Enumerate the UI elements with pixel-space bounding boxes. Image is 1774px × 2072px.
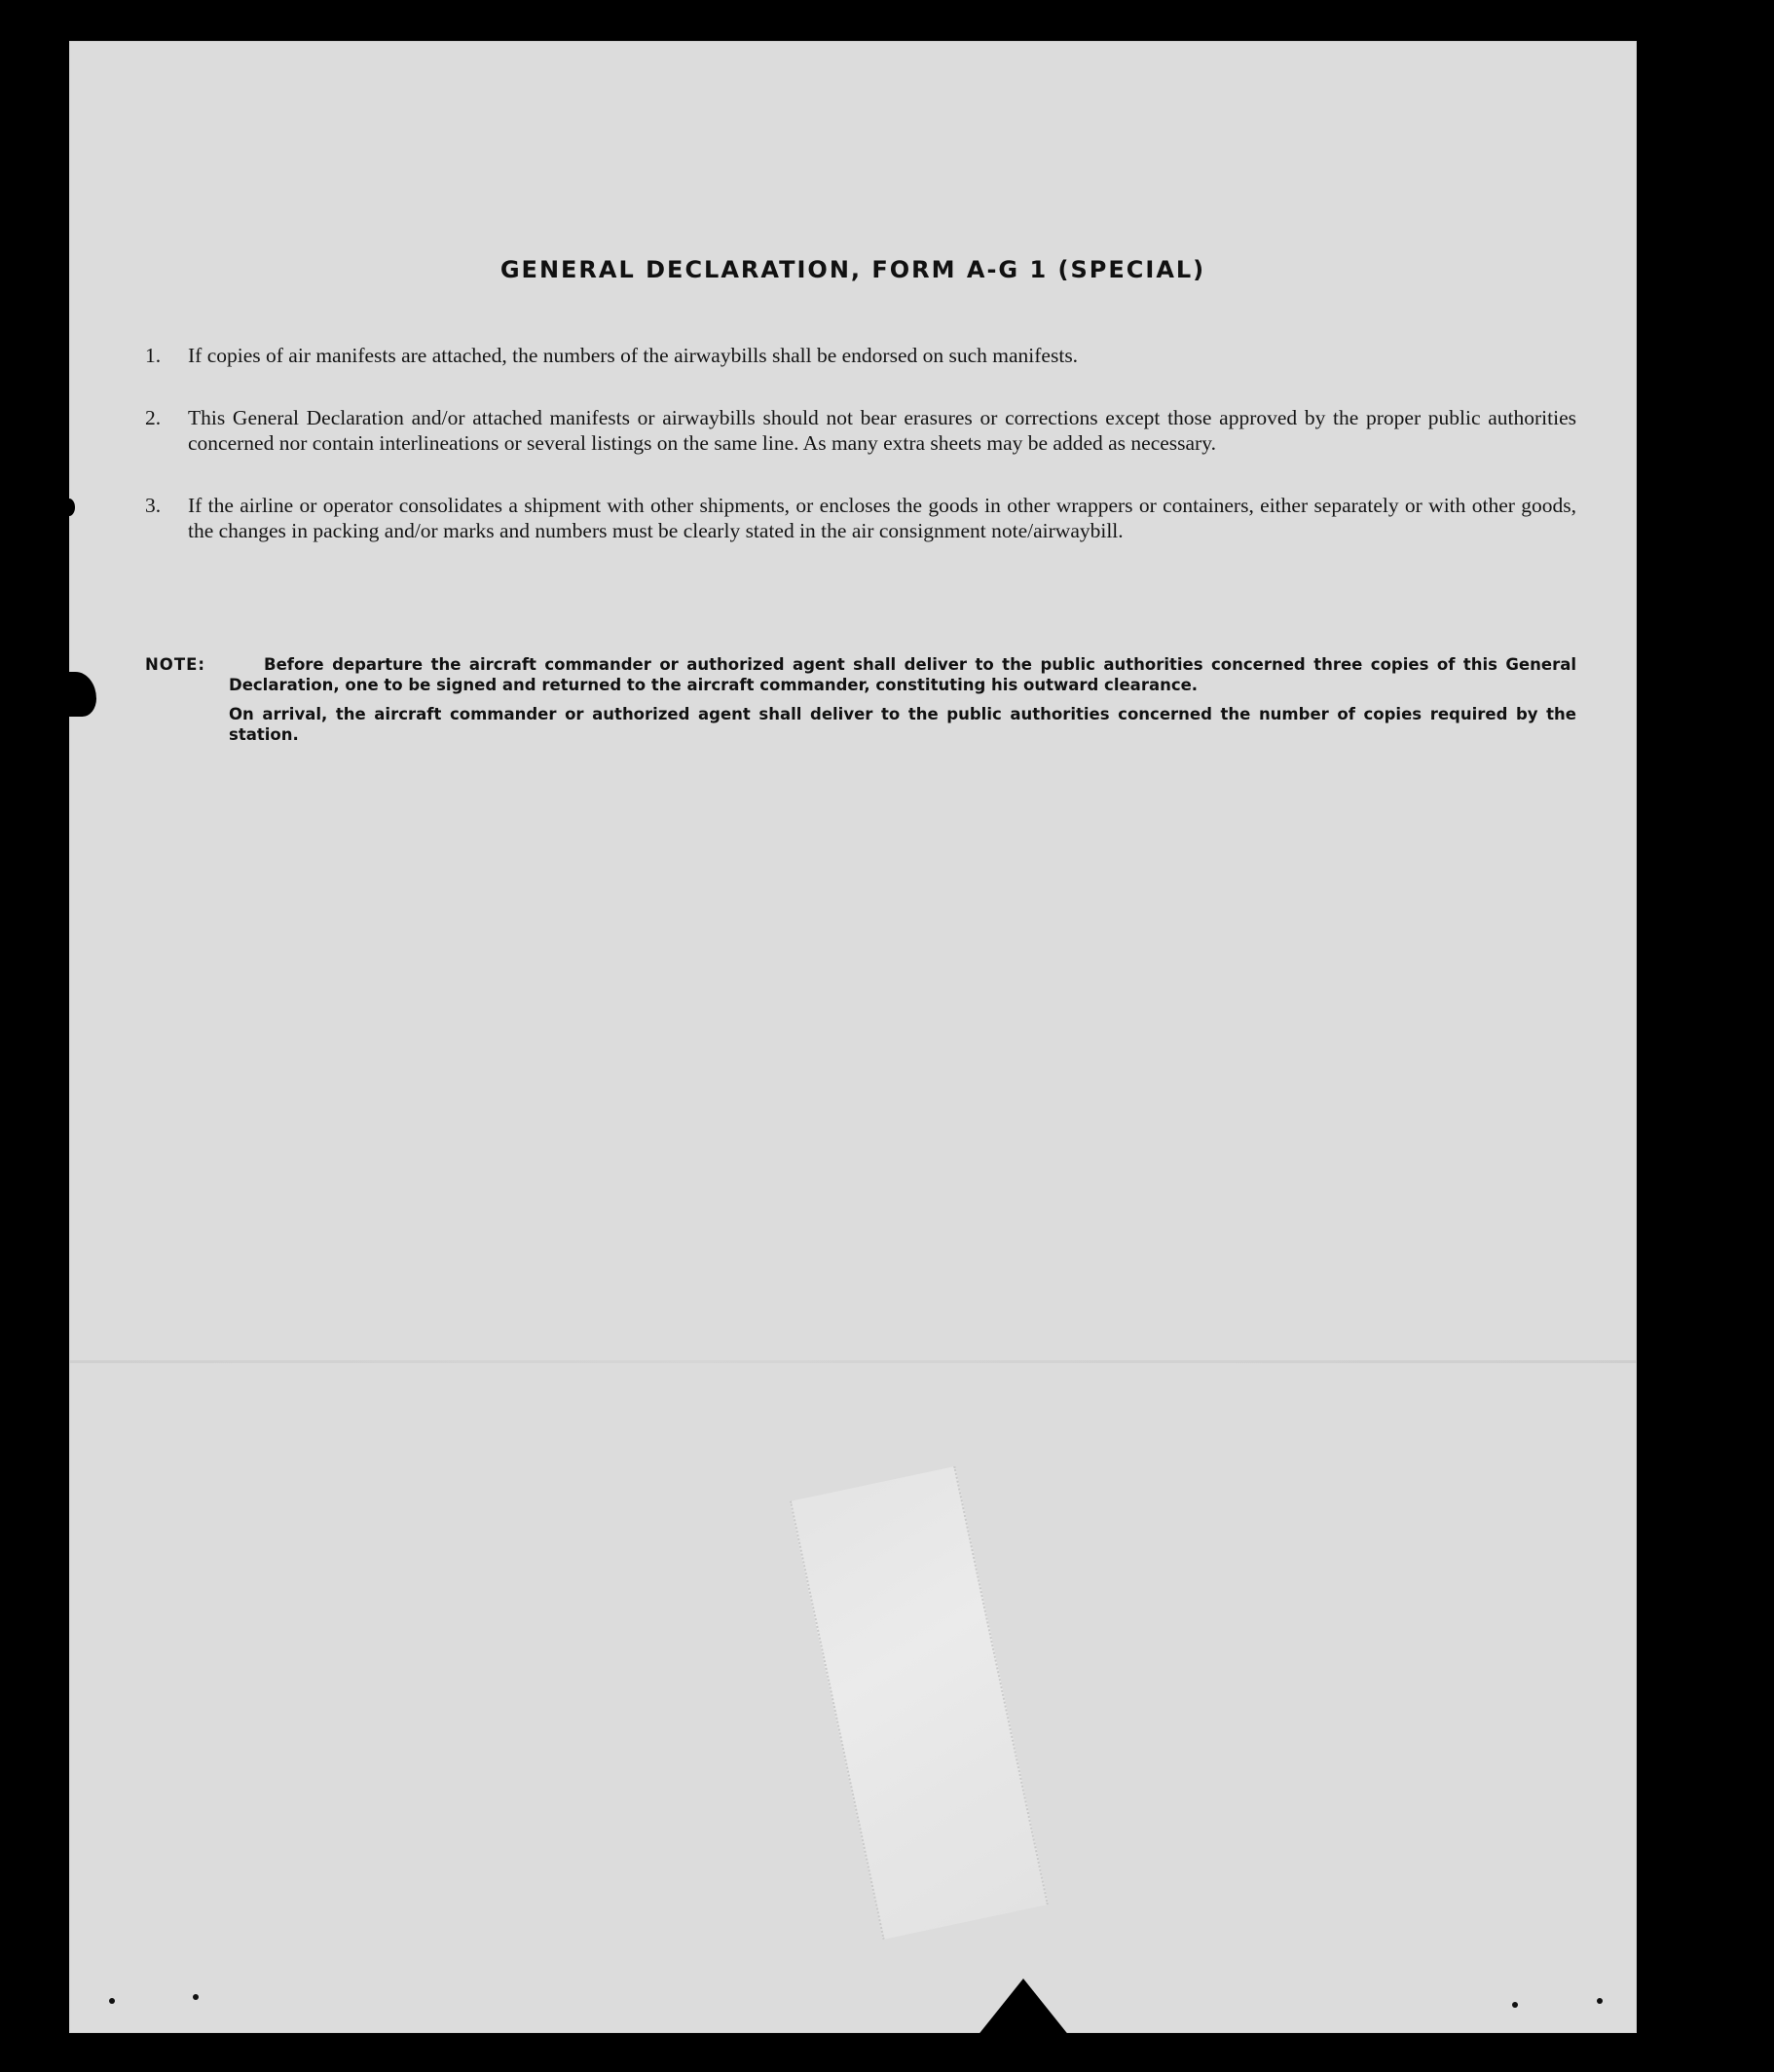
list-item bbox=[145, 343, 1576, 368]
note-label: NOTE: bbox=[145, 655, 205, 674]
edge-nick bbox=[63, 499, 75, 516]
punch-dot bbox=[1597, 1998, 1603, 2004]
punch-dot bbox=[109, 1998, 115, 2004]
torn-edge bbox=[945, 1979, 1101, 2072]
note-body bbox=[229, 654, 1576, 754]
list-item bbox=[145, 493, 1576, 543]
note-row bbox=[145, 654, 1576, 754]
item-text: If the airline or operator consolidates a shipment with other shipments, or encloses the goods in other wrappers or containers, either separately or with other goods, the changes in packing and/or marks and numbers must be clearly stated in the air consignment note/airwaybill. bbox=[188, 494, 1576, 542]
item-text: This General Declaration and/or attached manifests or airwaybills should not bear erasures or corrections except those approved by the proper public authorities concerned nor contain interlineations or several listings on the same line. As many extra sheets may be added as necessary. bbox=[188, 406, 1576, 455]
edge-damage bbox=[61, 672, 96, 717]
document-page bbox=[69, 41, 1637, 2033]
item-number: 2. bbox=[145, 406, 162, 429]
document-title: GENERAL DECLARATION, FORM A-G 1 (SPECIAL) bbox=[499, 256, 1206, 283]
fold-line bbox=[69, 1360, 1637, 1363]
note-section bbox=[145, 654, 1576, 754]
tape-strip bbox=[790, 1466, 1049, 1940]
instruction-list bbox=[145, 343, 1576, 580]
list-item bbox=[145, 405, 1576, 456]
item-text: If copies of air manifests are attached, the numbers of the airwaybills shall be endorsed on such manifests. bbox=[188, 344, 1079, 367]
item-number: 1. bbox=[145, 344, 162, 367]
note-paragraph-arrival: On arrival, the aircraft commander or authorized agent shall deliver to the public authorities concerned the number of copies required by the station. bbox=[229, 705, 1576, 744]
item-number: 3. bbox=[145, 494, 162, 517]
note-paragraph-departure: Before departure the aircraft commander or authorized agent shall deliver to the public authorities concerned three copies of this General Declaration, one to be signed and returned to the aircraft commander, constituting his outward clearance. bbox=[229, 655, 1576, 694]
punch-dot bbox=[193, 1994, 199, 2000]
punch-dot bbox=[1512, 2002, 1518, 2008]
